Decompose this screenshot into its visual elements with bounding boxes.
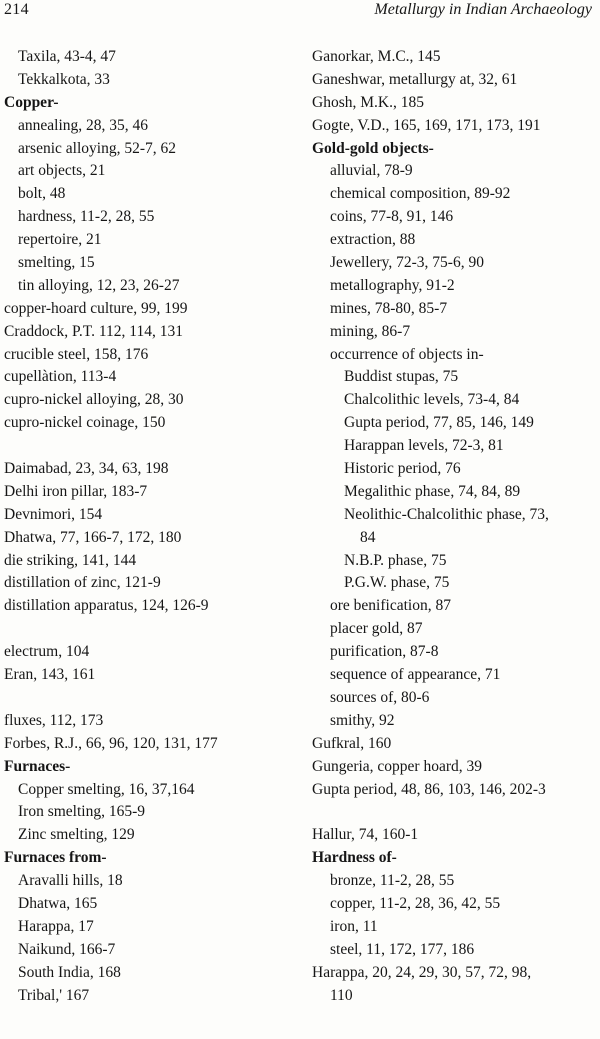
index-entry: Copper smelting, 16, 37,164	[18, 780, 195, 798]
index-entry: Dhatwa, 165	[18, 894, 98, 912]
index-entry: Craddock, P.T. 112, 114, 131	[4, 322, 183, 340]
index-entry: Gupta period, 77, 85, 146, 149	[344, 414, 534, 432]
index-entry: annealing, 28, 35, 46	[18, 116, 149, 134]
index-entry: Dhatwa, 77, 166-7, 172, 180	[4, 528, 182, 546]
index-gap	[4, 687, 294, 710]
index-entry: steel, 11, 172, 177, 186	[330, 940, 475, 958]
index-entry: Forbes, R.J., 66, 96, 120, 131, 177	[4, 734, 218, 752]
index-entry: cupro-nickel alloying, 28, 30	[4, 391, 184, 409]
index-entry: Eran, 143, 161	[4, 666, 96, 684]
index-entry: P.G.W. phase, 75	[344, 574, 450, 592]
index-entry: Naikund, 166-7	[18, 940, 116, 958]
index-entry: coins, 77-8, 91, 146	[330, 208, 454, 226]
running-title: Metallurgy in Indian Archaeology	[374, 1, 592, 18]
index-entry: Gungeria, copper hoard, 39	[312, 757, 483, 775]
index-entry: cupro-nickel coinage, 150	[4, 414, 166, 432]
index-entry: N.B.P. phase, 75	[344, 551, 447, 569]
index-entry: Gufkral, 160	[312, 734, 392, 752]
page-number: 214	[4, 1, 29, 18]
index-entry: Daimabad, 23, 34, 63, 198	[4, 460, 169, 478]
index-entry: Harappa, 20, 24, 29, 30, 57, 72, 98,	[312, 963, 532, 981]
index-entry: Historic period, 76	[344, 460, 461, 478]
index-entry: mining, 86-7	[330, 322, 411, 340]
index-heading: Furnaces-	[4, 757, 71, 775]
index-entry: extraction, 88	[330, 231, 416, 249]
index-heading: Copper-	[4, 93, 59, 111]
index-entry: cupellàtion, 113-4	[4, 368, 117, 386]
index-entry: crucible steel, 158, 176	[4, 345, 149, 363]
index-entry: Delhi iron pillar, 183-7	[4, 482, 148, 500]
index-entry: Jewellery, 72-3, 75-6, 90	[330, 254, 484, 272]
index-entry: repertoire, 21	[18, 231, 102, 249]
index-entry: 110	[330, 986, 353, 1004]
index-entry: sequence of appearance, 71	[330, 666, 501, 684]
index-entry: Ghosh, M.K., 185	[312, 93, 424, 111]
index-entry: tin alloying, 12, 23, 26-27	[18, 276, 180, 294]
index-entry: Zinc smelting, 129	[18, 826, 135, 844]
index-entry: occurrence of objects in-	[330, 345, 484, 363]
index-entry: iron, 11	[330, 917, 378, 935]
index-entry: Gogte, V.D., 165, 169, 171, 173, 191	[312, 116, 541, 134]
index-heading: Gold-gold objects-	[312, 139, 434, 157]
index-entry: purification, 87-8	[330, 643, 439, 661]
index-entry: hardness, 11-2, 28, 55	[18, 208, 155, 226]
index-entry: distillation of zinc, 121-9	[4, 574, 161, 592]
index-entry: Devnimori, 154	[4, 505, 103, 523]
index-entry: bronze, 11-2, 28, 55	[330, 872, 455, 890]
index-entry: chemical composition, 89-92	[330, 185, 511, 203]
index-entry: bolt, 48	[18, 185, 66, 203]
index-gap	[312, 801, 600, 824]
index-entry: smithy, 92	[330, 711, 395, 729]
index-entry: Ganeshwar, metallurgy at, 32, 61	[312, 70, 518, 88]
index-heading: Furnaces from-	[4, 849, 107, 867]
index-entry: fluxes, 112, 173	[4, 711, 104, 729]
index-entry: Buddist stupas, 75	[344, 368, 459, 386]
index-entry: Iron smelting, 165-9	[18, 803, 145, 821]
index-entry: mines, 78-80, 85-7	[330, 299, 448, 317]
index-entry: Taxila, 43-4, 47	[18, 48, 116, 65]
index-entry: Harappa, 17	[18, 917, 94, 935]
index-entry: Neolithic-Chalcolithic phase, 73,	[344, 505, 549, 523]
index-column-right	[312, 46, 600, 1007]
index-entry: Ganorkar, M.C., 145	[312, 48, 441, 65]
index-entry: alluvial, 78-9	[330, 162, 413, 180]
index-entry: Chalcolithic levels, 73-4, 84	[344, 391, 520, 409]
index-entry: Tekkalkota, 33	[18, 70, 110, 88]
index-entry: electrum, 104	[4, 643, 90, 661]
index-entry: sources of, 80-6	[330, 688, 430, 706]
index-entry: smelting, 15	[18, 254, 95, 272]
index-entry: Harappan levels, 72-3, 81	[344, 437, 504, 455]
index-entry: art objects, 21	[18, 162, 106, 180]
index-entry: Aravalli hills, 18	[18, 872, 123, 890]
index-entry: Hallur, 74, 160-1	[312, 826, 419, 844]
index-entry: ore benification, 87	[330, 597, 451, 615]
index-entry: distillation apparatus, 124, 126-9	[4, 597, 209, 615]
index-entry: metallography, 91-2	[330, 276, 455, 294]
index-gap	[4, 618, 294, 641]
index-entry: South India, 168	[18, 963, 121, 981]
index-entry: copper, 11-2, 28, 36, 42, 55	[330, 894, 501, 912]
index-entry: placer gold, 87	[330, 620, 423, 638]
index-entry: 84	[360, 528, 376, 546]
index-entry: Megalithic phase, 74, 84, 89	[344, 482, 521, 500]
index-entry: die striking, 141, 144	[4, 551, 137, 569]
index-entry: arsenic alloying, 52-7, 62	[18, 139, 176, 157]
index-gap	[4, 435, 294, 458]
index-column-left	[4, 46, 294, 1007]
index-heading: Hardness of-	[312, 849, 397, 867]
index-entry: copper-hoard culture, 99, 199	[4, 299, 188, 317]
index-entry: Tribal,' 167	[18, 986, 90, 1004]
index-entry: Gupta period, 48, 86, 103, 146, 202-3	[312, 780, 546, 798]
